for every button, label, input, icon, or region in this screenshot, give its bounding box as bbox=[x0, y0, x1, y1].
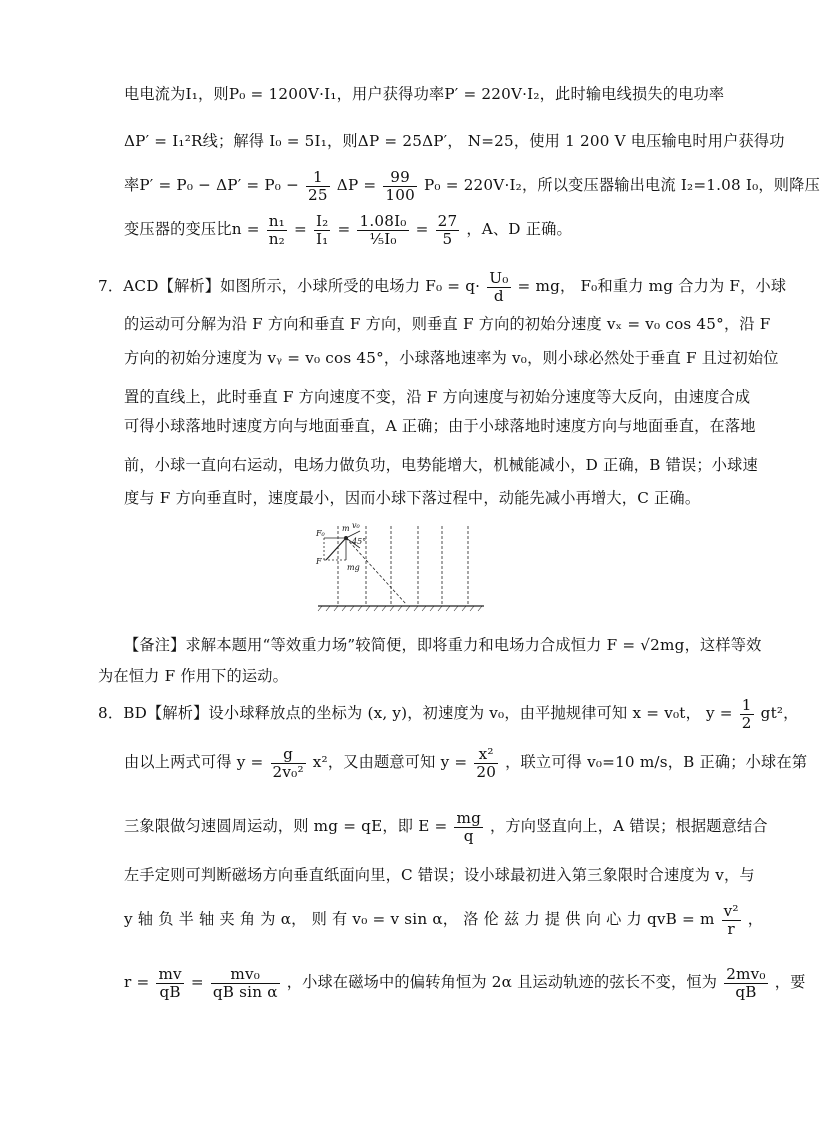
label-F: F bbox=[316, 557, 322, 566]
equation-text: = bbox=[294, 220, 307, 238]
label-mg: mg bbox=[347, 563, 360, 572]
text-line bbox=[124, 897, 764, 941]
equation-text: r = bbox=[124, 973, 150, 991]
text-line bbox=[124, 960, 806, 1004]
text-line bbox=[124, 804, 768, 848]
denominator: n₂ bbox=[268, 229, 285, 248]
equation-text: ， bbox=[747, 910, 764, 928]
text-line bbox=[124, 204, 694, 254]
text-line: 左手定则可判断磁场方向垂直纸面向里，C 错误；设小球最初进入第三象限时合速度为 v，与 bbox=[124, 866, 755, 884]
numerator: 1 bbox=[741, 695, 752, 714]
label-45: 45° bbox=[352, 537, 367, 546]
fraction bbox=[383, 169, 417, 204]
denominator: 100 bbox=[385, 185, 415, 204]
fraction bbox=[740, 697, 754, 732]
text-line: 的运动可分解为沿 F 方向和垂直 F 方向，则垂直 F 方向的初始分速度 vₓ = v₀ cos 45°，沿 F bbox=[124, 315, 771, 333]
fraction bbox=[436, 213, 460, 248]
denominator: ⅕I₀ bbox=[369, 229, 397, 248]
text-line bbox=[124, 165, 820, 205]
denominator: 2v₀² bbox=[272, 762, 304, 781]
denominator: 25 bbox=[308, 185, 328, 204]
equation-text: gt²， bbox=[760, 704, 799, 722]
question-8-line bbox=[98, 693, 799, 733]
note-line: 为在恒力 F 作用下的运动。 bbox=[98, 667, 289, 685]
numerator: 2mv₀ bbox=[726, 964, 766, 983]
fraction bbox=[724, 966, 768, 1001]
equation-text: = mg， F₀和重力 mg 合力为 F，小球 bbox=[517, 277, 787, 295]
fraction bbox=[306, 169, 330, 204]
text-line bbox=[124, 740, 808, 784]
equation-text: P₀ = 220V·I₂，所以变压器输出电流 I₂=1.08 I₀，则降压 bbox=[424, 176, 820, 194]
fraction bbox=[722, 903, 741, 938]
fraction bbox=[271, 746, 306, 781]
fraction bbox=[156, 966, 183, 1001]
equation-text: ，联立可得 v₀=10 m/s，B 正确；小球在第 bbox=[505, 753, 808, 771]
fraction bbox=[357, 213, 408, 248]
denominator: qB bbox=[735, 982, 757, 1001]
numerator: v² bbox=[723, 901, 739, 920]
question-7-line bbox=[98, 266, 787, 306]
denominator: q bbox=[463, 826, 474, 845]
label-v0: v₀ bbox=[352, 521, 360, 530]
numerator: x² bbox=[474, 746, 498, 764]
ground-hatching bbox=[318, 606, 482, 611]
numerator: mv bbox=[158, 964, 182, 983]
text-line: 电电流为I₁，则P₀ = 1200V·I₁，用户获得功率P′ = 220V·I₂，此时输电线损失的电功率 bbox=[124, 85, 725, 103]
numerator: g bbox=[271, 746, 306, 764]
equation-text: ，A、D 正确。 bbox=[466, 220, 572, 238]
denominator: qB bbox=[159, 982, 181, 1001]
equation-text: ，小球在磁场中的偏转角恒为 2α 且运动轨迹的弦长不变，恒为 bbox=[286, 973, 718, 991]
equation-text: ，方向竖直向上，A 错误；根据题意结合 bbox=[490, 817, 768, 835]
fraction bbox=[211, 966, 280, 1001]
equation-text: 8．BD【解析】设小球释放点的坐标为 (x, y)，初速度为 v₀，由平抛规律可知 x = v₀t， y = bbox=[98, 704, 733, 722]
denominator: qB sin α bbox=[212, 982, 278, 1001]
equation-text: = bbox=[337, 220, 351, 238]
equation-text: 7．ACD【解析】如图所示，小球所受的电场力 F₀ = q· bbox=[98, 277, 481, 295]
numerator: U₀ bbox=[489, 268, 509, 287]
label-m: m bbox=[342, 524, 350, 533]
fraction bbox=[454, 810, 483, 845]
resultant-F-arrow bbox=[326, 538, 346, 560]
numerator: 1.08I₀ bbox=[359, 211, 407, 230]
equation-text: ，要 bbox=[774, 973, 806, 991]
equation-text: 变压器的变压比n = bbox=[124, 220, 260, 238]
equation-text: = bbox=[415, 220, 429, 238]
numerator: I₂ bbox=[315, 211, 329, 230]
text-line: 可得小球落地时速度方向与地面垂直，A 正确；由于小球落地时速度方向与地面垂直，在落地 bbox=[124, 417, 756, 435]
equation-text: ΔP = bbox=[336, 176, 377, 194]
equation-text: 三象限做匀速圆周运动，则 mg = qE，即 E = bbox=[124, 817, 448, 835]
note-line: 【备注】求解本题用“等效重力场”较简便，即将重力和电场力合成恒力 F = √2mg，这样等效 bbox=[124, 636, 762, 654]
text-line: 方向的初始分速度为 vᵧ = v₀ cos 45°，小球落地速率为 v₀，则小球必然处于垂直 F 且过初始位 bbox=[124, 349, 779, 367]
denominator: 2 bbox=[741, 713, 752, 732]
physics-diagram bbox=[316, 516, 486, 616]
label-F0: F₀ bbox=[316, 529, 325, 538]
text-line: 置的直线上，此时垂直 F 方向速度不变，沿 F 方向速度与初始分速度等大反向，由速度合成 bbox=[124, 388, 751, 406]
equation-text: = bbox=[190, 973, 204, 991]
numerator: mv₀ bbox=[211, 966, 280, 984]
fraction bbox=[314, 213, 331, 248]
numerator: n₁ bbox=[268, 211, 285, 230]
ball bbox=[344, 536, 348, 540]
equation-text: 由以上两式可得 y = bbox=[124, 753, 264, 771]
fraction bbox=[474, 746, 498, 781]
denominator: 5 bbox=[442, 229, 453, 248]
numerator: 27 bbox=[437, 211, 458, 230]
text-line: 前，小球一直向右运动，电场力做负功，电势能增大，机械能减小，D 正确，B 错误；小球速 bbox=[124, 456, 758, 474]
fraction bbox=[267, 213, 287, 248]
numerator: 99 bbox=[383, 169, 417, 187]
denominator: 20 bbox=[476, 762, 497, 781]
denominator: I₁ bbox=[315, 229, 329, 248]
equation-text: x²，又由题意可知 y = bbox=[312, 753, 468, 771]
denominator: d bbox=[493, 286, 504, 305]
equation-text: 率P′ = P₀ − ΔP′ = P₀ − bbox=[124, 176, 299, 194]
numerator: mg bbox=[456, 808, 481, 827]
denominator: r bbox=[727, 919, 735, 938]
equation-text: y 轴 负 半 轴 夹 角 为 α， 则 有 v₀ = v sin α， 洛 伦 兹 力 提 供 向 心 力 qvB = m bbox=[124, 910, 715, 928]
text-line: 度与 F 方向垂直时，速度最小，因而小球下落过程中，动能先减小再增大，C 正确。 bbox=[124, 489, 701, 507]
numerator: 1 bbox=[306, 169, 330, 187]
text-line: ΔP′ = I₁²R线；解得 I₀ = 5I₁，则ΔP = 25ΔP′， N=25，使用 1 200 V 电压输电时用户获得功 bbox=[124, 132, 785, 150]
fraction bbox=[487, 270, 510, 305]
